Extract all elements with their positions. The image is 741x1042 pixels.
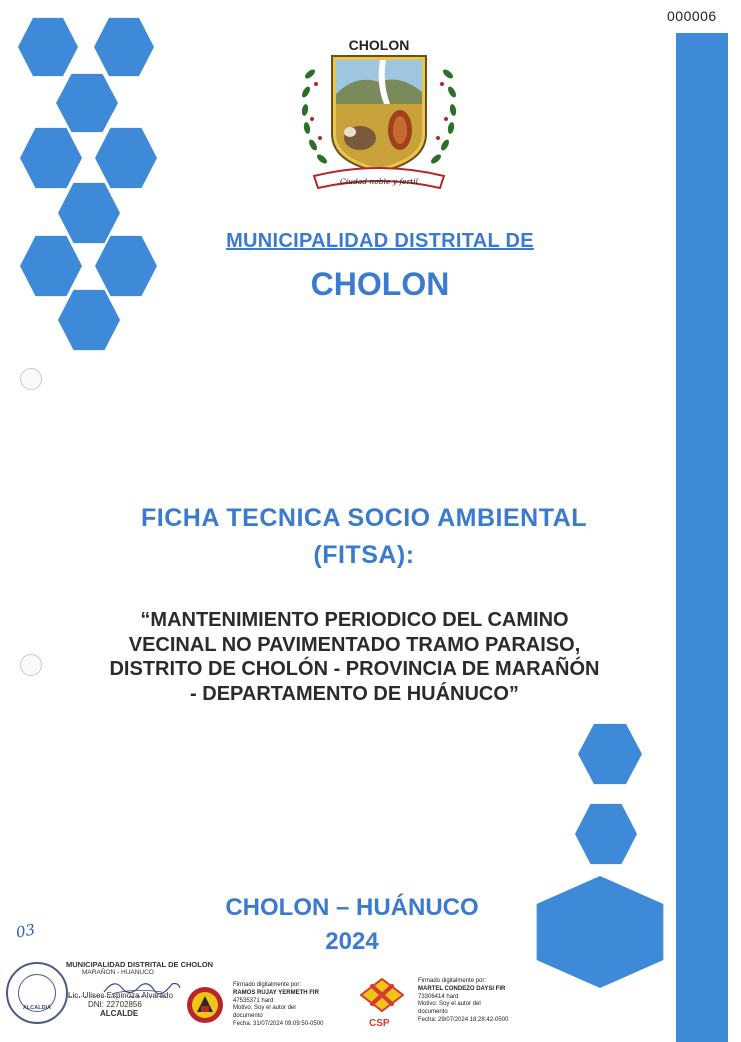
csp-logo-icon bbox=[360, 978, 404, 1012]
csp-logo-text: CSP bbox=[369, 1018, 390, 1029]
crest-top-text: CHOLON bbox=[348, 37, 410, 53]
digital-signature-1 bbox=[233, 982, 363, 1029]
hexagon bbox=[20, 126, 82, 190]
project-line: - DEPARTAMENTO DE HUÁNUCO” bbox=[190, 682, 519, 705]
document-place: CHOLON – HUÁNUCO bbox=[225, 894, 479, 921]
municipal-crest bbox=[296, 34, 462, 194]
signature-line bbox=[68, 996, 168, 997]
document-year: 2024 bbox=[325, 928, 379, 955]
mayor-institution: MUNICIPALIDAD DISTRITAL DE CHOLON bbox=[66, 960, 214, 969]
digsig-1-signer: RAMOS RUJAY YERMETH FIR bbox=[233, 989, 319, 996]
digsig-1-line: Firmado digitalmente por: bbox=[233, 982, 302, 988]
handwritten-mark: 03 bbox=[14, 920, 37, 942]
punch-hole bbox=[20, 654, 42, 676]
hexagon bbox=[56, 72, 118, 134]
project-line: VECINAL NO PAVIMENTADO TRAMO PARAISO, bbox=[128, 633, 581, 656]
hexagon bbox=[94, 16, 154, 78]
digsig-2-signer: MARTEL CONDEZO DAYSI FIR bbox=[418, 985, 506, 992]
document-title-line-2: (FITSA): bbox=[313, 541, 415, 569]
project-line: DISTRITO DE CHOLÓN - PROVINCIA DE MARAÑÓN bbox=[109, 658, 600, 680]
digsig-1-date: Fecha: 31/07/2024 09:09:50-0500 bbox=[233, 1020, 324, 1027]
municipality-title: MUNICIPALIDAD DISTRITAL DE bbox=[226, 230, 534, 252]
mayor-dni: DNI: 22702856 bbox=[88, 1000, 142, 1009]
institution-seal-icon bbox=[186, 986, 224, 1024]
document-title-line-1: FICHA TECNICA SOCIO AMBIENTAL bbox=[141, 504, 587, 532]
digital-signature-2 bbox=[418, 978, 548, 1025]
punch-hole bbox=[20, 368, 42, 390]
hexagon bbox=[575, 802, 637, 866]
mayor-signature-block bbox=[66, 960, 214, 1018]
mayor-region: MARAÑON - HUANUCO bbox=[82, 969, 154, 976]
digsig-2-line: documento bbox=[418, 1009, 448, 1016]
project-description bbox=[52, 608, 657, 706]
digsig-1-line: 47535371 hard bbox=[233, 997, 274, 1004]
handwritten-signature bbox=[102, 976, 182, 998]
side-band bbox=[676, 33, 728, 1042]
digsig-2-date: Fecha: 29/07/2024 18:28:42-0500 bbox=[418, 1016, 509, 1023]
crest-motto: Ciudad noble y fertil bbox=[339, 177, 419, 186]
digsig-1-line: documento bbox=[233, 1013, 263, 1020]
digsig-2-line: Motivo: Soy el autor del bbox=[418, 1001, 481, 1008]
official-stamp bbox=[6, 962, 68, 1024]
stamp-label: ALCALDIA bbox=[22, 1005, 52, 1011]
hexagon bbox=[578, 722, 642, 786]
hexagon bbox=[95, 126, 157, 190]
digsig-1-line: Motivo: Soy el autor del bbox=[233, 1005, 296, 1012]
page-number: 000006 bbox=[667, 8, 717, 24]
mayor-name: Lic. Ulises Espinoza Alvarado bbox=[68, 991, 173, 1000]
municipality-name: CHOLON bbox=[310, 266, 450, 302]
digsig-2-line: 73306414 hard bbox=[418, 993, 459, 1000]
mayor-role: ALCALDE bbox=[100, 1009, 139, 1018]
digsig-2-line: Firmado digitalmente por: bbox=[418, 978, 487, 984]
project-line: “MANTENIMIENTO PERIODICO DEL CAMINO bbox=[140, 609, 569, 631]
hexagon bbox=[18, 16, 78, 78]
